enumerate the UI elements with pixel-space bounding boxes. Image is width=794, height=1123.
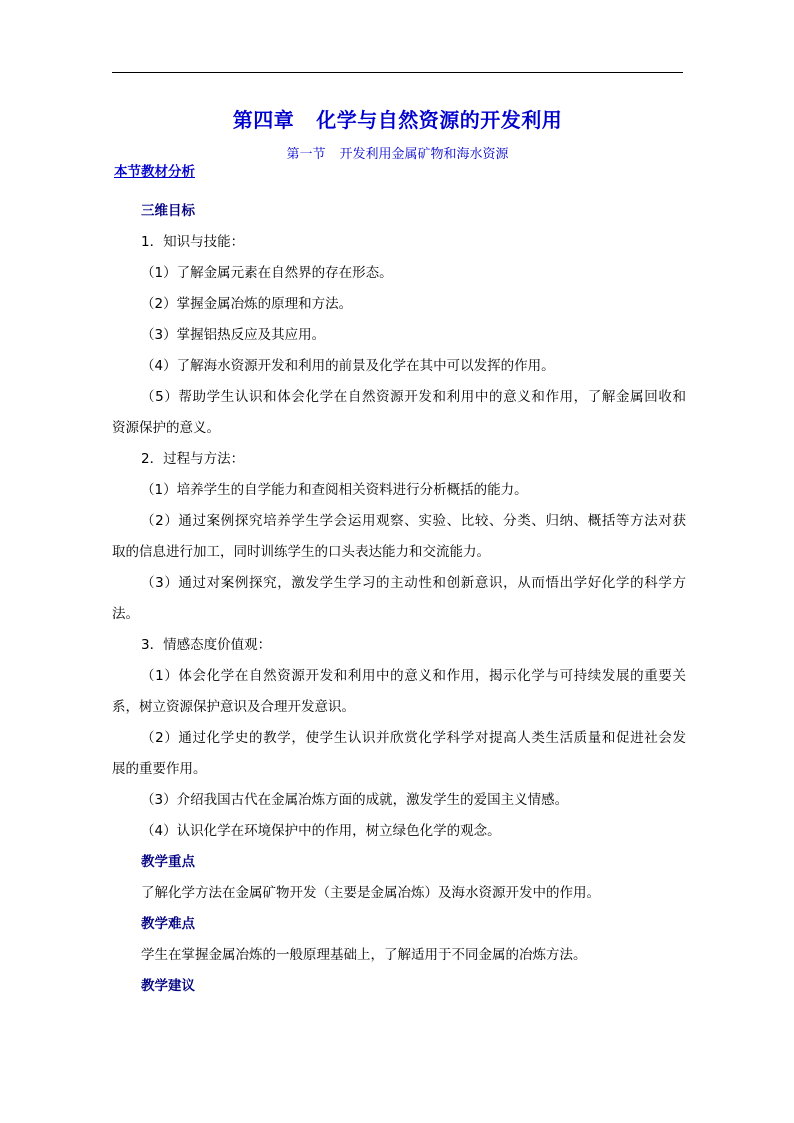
- goal-item: （1）培养学生的自学能力和查阅相关资料进行分析概括的能力。: [141, 482, 528, 498]
- header-rule: [112, 72, 683, 73]
- goal-item-continued: 法。: [112, 606, 139, 622]
- difficulty-text: 学生在掌握金属冶炼的一般原理基础上，了解适用于不同金属的冶炼方法。: [141, 947, 587, 963]
- goal-group-title: 2．过程与方法：: [141, 451, 245, 467]
- document-body: [112, 196, 686, 1002]
- goal-item: （3）通过对案例探究，激发学生学习的主动性和创新意识，从而悟出学好化学的科学方: [141, 575, 686, 591]
- chapter-name: 化学与自然资源的开发利用: [316, 108, 563, 132]
- goals-heading: 三维目标: [141, 203, 195, 219]
- difficulty-heading: 教学难点: [141, 916, 195, 932]
- goal-item: （1）了解金属元素在自然界的存在形态。: [141, 265, 393, 281]
- goal-item: （2）通过化学史的教学，使学生认识并欣赏化学科学对提高人类生活质量和促进社会发: [141, 730, 686, 746]
- section-number: 第一节: [286, 147, 326, 162]
- section-name: 开发利用金属矿物和海水资源: [339, 147, 509, 162]
- goal-item: （3）介绍我国古代在金属冶炼方面的成就，激发学生的爱国主义情感。: [141, 792, 569, 808]
- goal-item: （3）掌握铝热反应及其应用。: [141, 327, 326, 343]
- chapter-number: 第四章: [232, 108, 295, 132]
- chapter-title: [112, 104, 683, 133]
- focus-heading: 教学重点: [141, 854, 195, 870]
- goal-item: （4）了解海水资源开发和利用的前景及化学在其中可以发挥的作用。: [141, 358, 555, 374]
- section-title: [112, 143, 683, 162]
- goal-group-title: 3．情感态度价值观：: [141, 637, 272, 653]
- suggestion-heading: 教学建议: [141, 978, 195, 994]
- goal-item-continued: 资源保护的意义。: [112, 420, 220, 436]
- goal-item: （2）通过案例探究培养学生学会运用观察、实验、比较、分类、归纳、概括等方法对获: [141, 513, 686, 529]
- goal-item: （1）体会化学在自然资源开发和利用中的意义和作用，揭示化学与可持续发展的重要关: [141, 668, 686, 684]
- goal-item: （2）掌握金属冶炼的原理和方法。: [141, 296, 353, 312]
- focus-text: 了解化学方法在金属矿物开发（主要是金属冶炼）及海水资源开发中的作用。: [141, 885, 600, 901]
- goal-item: （4）认识化学在环境保护中的作用，树立绿色化学的观念。: [141, 823, 501, 839]
- goal-item-continued: 取的信息进行加工，同时训练学生的口头表达能力和交流能力。: [112, 544, 490, 560]
- goal-group-title: 1．知识与技能：: [141, 234, 245, 250]
- goal-item-continued: 展的重要作用。: [112, 761, 207, 777]
- goal-item-continued: 系，树立资源保护意识及合理开发意识。: [112, 699, 355, 715]
- goal-item: （5）帮助学生认识和体会化学在自然资源开发和利用中的意义和作用，了解金属回收和: [141, 389, 686, 405]
- analysis-link[interactable]: 本节教材分析: [114, 164, 195, 180]
